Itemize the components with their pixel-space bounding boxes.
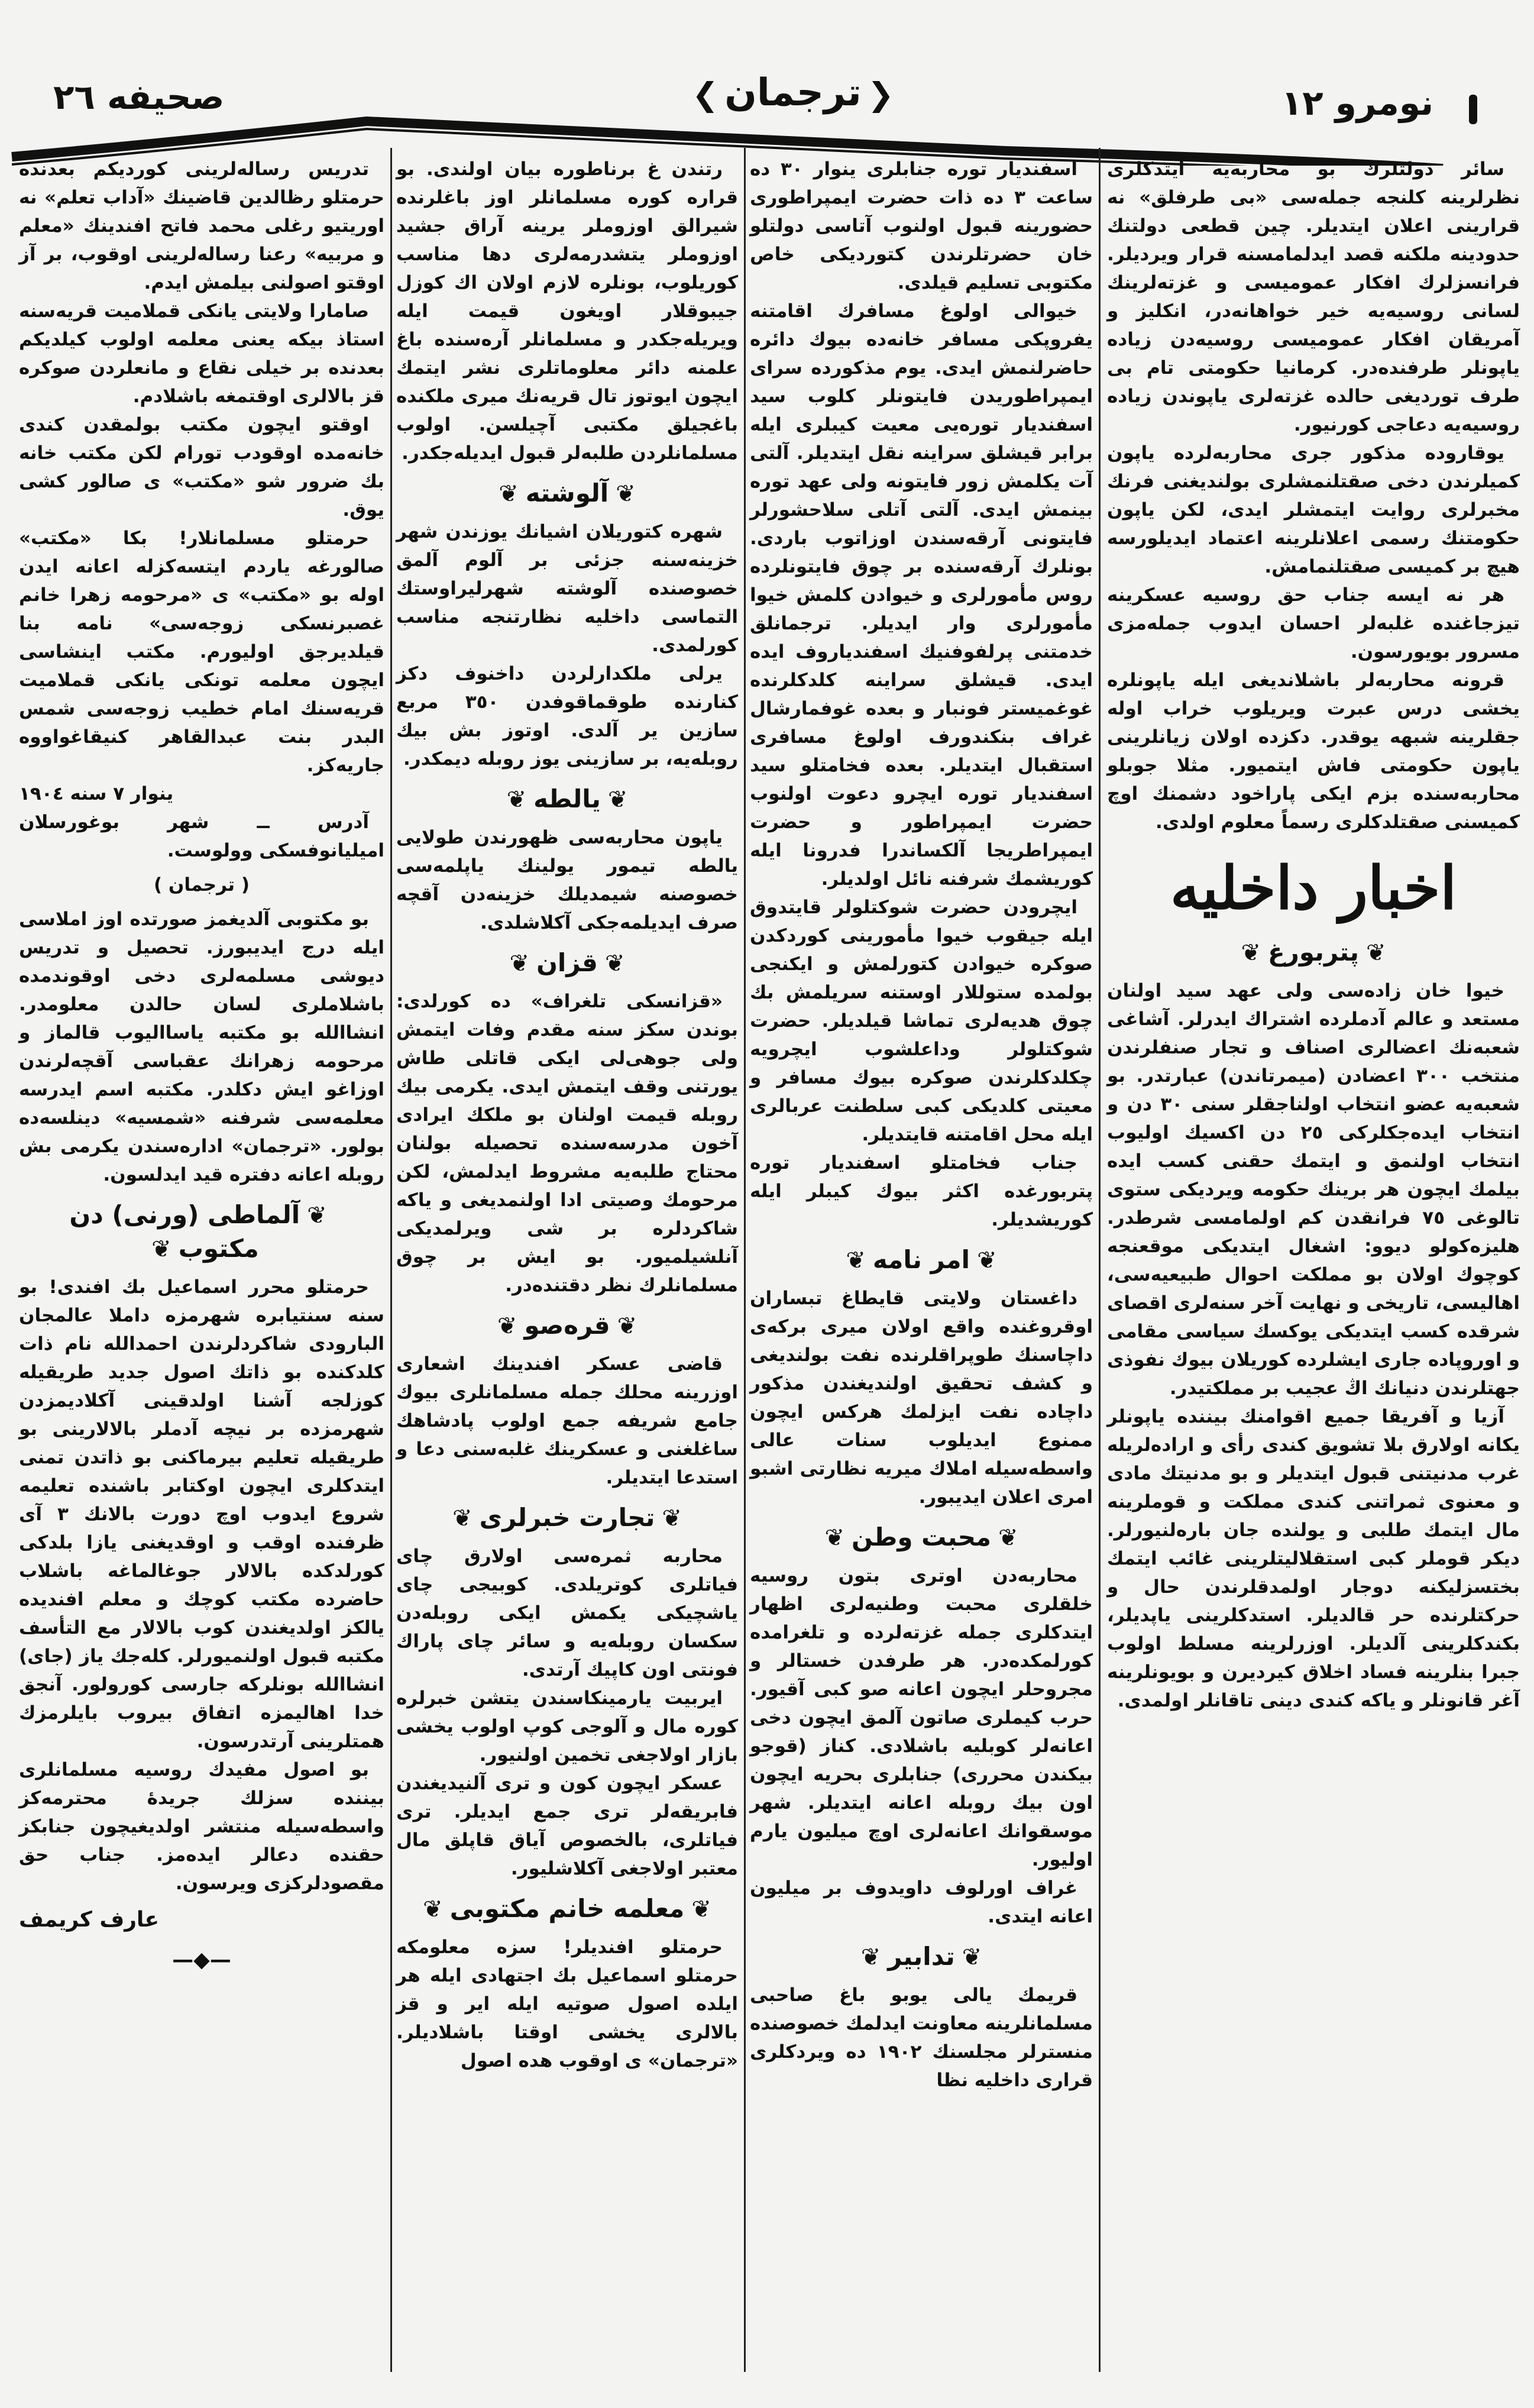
ornament-icon: ❦ [307, 1202, 327, 1229]
ornament-icon: ❦ [506, 786, 527, 813]
heading-text: تجارت خبرلری [479, 1503, 655, 1532]
heading-text: پتربورغ [1267, 938, 1359, 967]
paragraph: حرمتلو مسلمانلار! بكا «مكتب» صالورغه یاردم ایتسه‌كزله اعانه ایدن اوله بو «مكتب» ی «مرحومه زهرا خانم غصبرنسكی زوجه‌سی» نامه بنا قیلدیرجق اولیورم. مكتب اینشاسی ایچون معلمه تونكی یانكی قملامیت قریه‌سنك امام خطیب زوجه‌سی شمس البدر بنت عبدالقاهر كنیقاغواووه جاریه‌كز. [19, 528, 384, 776]
newspaper-title: ترجمان [724, 71, 862, 115]
issue-number: نومرو ١٢ [1281, 83, 1433, 123]
section-heading [750, 1243, 1093, 1277]
paragraph: قرونه محاربه‌لر باشلاندیغی ایله یاپونلره یخشی درس عبرت ویریلوب خراب اوله جقلرینه شبهه یوقدر. دكزده اولان زیانلرینی یاپون حكومتی فاش ایتمیور. مثلا جوبلو محاربه‌سنده بزم ایكی پاراخود دشمنك اوچ كمیسنی صقتلدكلری رسماً معلوم اولدی. [1107, 670, 1520, 833]
paragraph: حرمتلو محرر اسماعیل بك افندی! بو سنه سنتیابره شهرمزه داملا عالمجان البارودی شاكردلرندن احمدالله نام ذات كلدكنده بو ذاتك اصول جدید طریقیله كوزلجه آشنا اولدقینی آكلادیمزدن شهرمزده بر نیچه آدملر بالالارینی بو طریقیله تعلیم بیرماكنی بو ذاتدن تمنی ایتدكلری ایچون اوكتابر باشنده تعلیمه شروع ایدوب اوچ دورت بالانك ٣ آی ظرفنده اوقب و اوقدیغنی یازا بلدكی كورلدكده بالالار جوغالماغه باشلاب حاضرده مكتب كوچك و معلم افندیده یالكز اولدیغندن كوب بالالار مع التأسف مكتبه قبول اولنمیورلر. كله‌جك یاز (جای) انشاالله بونلركه جارسی كورولور. آنجق خدا اهالیمزه اتفاق بیروب بایلرمزك همتلرینی آرتدرسون. [19, 1276, 384, 1752]
margin-mark [1469, 95, 1477, 124]
signature: عارف كریمف [19, 1908, 160, 1932]
paragraph: صامارا ولایتی یانكی قملامیت قریه‌سنه استاذ بیكه یعنی معلمه اولوب كیلدیكم بعدنده بر خیلی نقاع و مانعلردن صوكره قز بالالری اوقتمغه باشلادم. [19, 300, 384, 407]
ornament-icon: ❦ [452, 1505, 473, 1532]
ornament-icon: ❦ [860, 1944, 881, 1971]
heading-text: قره‌صو [524, 1311, 610, 1340]
heading-text: قزان [536, 948, 598, 977]
column-rule [744, 148, 746, 2372]
paragraph: «قزانسكی تلغراف» ده كورلدی: بوندن سكز سنه مقدم وفات ایتمش ولی جوهی‌لی ایكی قاتلی طاش یورتنی وقف ایتمش ایدی. یكرمی بیك روبله قیمت اولنان بو ملكك ایرادی آخون مدرسه‌سنده تحصیله بولنان محتاج طلبه‌یه مشروط ایدلمش، لكن مرحومك وصیتی ادا اولنمدیغی و یاكه شاكردلره بر شی ویرلمدیكی آنلشیلمیور. بو ایش بر چوق مسلمانلرك نظر دقتنده‌در. [396, 991, 738, 1296]
ornament-icon: ❦ [499, 480, 519, 508]
section-title: اخبار داخلیه [1170, 853, 1457, 923]
heading-text: معلمه خانم مكتوبی [449, 1894, 685, 1923]
paragraph: محاربه ثمره‌سی اولارق چای فیاتلری كوتریلدی. كوبیجی چای یاشچیكی یكمش ایكی روبله‌دن سكسان روبله‌یه و سائر چای پاراك فونتی اون كاپیك آرتدی. [396, 1546, 738, 1680]
section-heading [396, 477, 738, 510]
column-2 [750, 155, 1093, 2095]
heading-text: یالطه [533, 784, 601, 813]
section-heading [750, 1521, 1093, 1554]
paragraph: جناب فخامتلو اسفندیار توره پتربورغده اكثر بیوك كیبلر ایله كوریشدیلر. [750, 1152, 1093, 1230]
paragraph: خیوالی اولوغ مسافرك اقامتنه یفروپكی مسافر خانه‌ده بیوك دائره حاضرلنمش ایدی. یوم مذكورده سرای ایمپراطوریدن فایتونلر كلوب سید اسفندیار توره‌یی معیت كیبلری ایله برابر قیشلق سراینه نقل ایتدیلر. آلتی آت یكلمش زور فایتونه ولی عهد توره بینمش ایدی. آلتی آتلی سلاحشورلر فایتونی آرقه‌سندن اوزاتوب باردی. بونلرك آرقه‌سنده بر چوق فایتونلرده روس مأمورلری و خیوادن كلمش خیوا مأمورلری وار ایدیلر. ترجمانلق خدمتنی پرلفوفنیك اسفندیاروف ایده ایدی. قیشلق سراینه كلدكلرنده غوغمیستر فونبار و بعده غوفمارشال غراف بنكندورف اولوغ مسافری استقبال ایتدیلر. بعده فخامتلو سید اسفندیار توره ایچرو دعوت اولنوب حضرت ایمپراطور و حضرت ایمپراطریجا آلكساندرا فدرونا ایله كوریشمك شرفنه نائل اولدیلر. [750, 300, 1093, 890]
column-3 [396, 155, 738, 2075]
ornament-icon: ❦ [962, 1944, 982, 1971]
paragraph: یوقاروده مذكور جری محاربه‌لرده یاپون كمیلرندن دخی صقتلنمشلری بولندیغنی فرنك مخبرلری روایت ایتمشلر ایدی، لكن یاپون حكومتنك رسمی اعلانلرینه اعتماد ایدیلورسه هیچ بر كمیسی صقتلنمامش. [1107, 442, 1520, 577]
section-heading [1107, 936, 1520, 969]
paragraph: شهره كتوریلان اشیانك یوزندن شهر خزینه‌سنه جزئی بر آلوم آلمق خصوصنده آلوشته شهرلیراوستك التماسی داخلیه نظارتنجه مناسب كورلمدی. [396, 521, 738, 656]
column-1 [1107, 155, 1520, 1715]
paragraph: خیوا خان زاده‌سی ولی عهد سید اولنان مستعد و عالم آدملرده اشتراك ایدرلر. آشاغی شعبه‌نك اعضالری اصناف و تجار صنفلرندن منتخب ٣٠٠ اعضادن (میمرتاندن) عبارتدر. بو شعبه‌یه عضو انتخاب اولناجقلر سنی ٣٠ دن و انتخاب ایده‌جكلركی ٢٥ دن اكسیك اولیوب انتخاب اولنمق و ایتمك حقنی كسب ایده بیلمك ایچون هر برینك حكومه ویردیكی ستوی تالوغی ٧٥ فرانقدن كم اولمامسی شرطدر. هلیزه‌كولو دیوو: اشغال ایتدیكی موقعنجه كوچوك اولان بو مملكت احوال طبیعیه‌سی، اهالیسی، تاریخی و نهایت آخر سنه‌لری اقصای شرقده كسب ایتدیكی یوكسك سیاسی مقامی و اوروپاده جاری ایشلرده كوریلان بیوك نفوذی جهتلرندن دنیانك اڭ عجیب بر مملكتیدر. [1107, 980, 1520, 1399]
paragraph: غراف اورلوف داویدوف بر میلیون اعانه ایتدی. [750, 1877, 1093, 1927]
heading-text: آلوشته [525, 479, 609, 508]
paragraph: بو اصول مفیدك روسیه مسلمانلری بیننده سزلك جریدهٔ محترمه‌كز واسطه‌سیله منتشر اولدیغیچون جنابكز حقنده دعالر ایده‌مز. جناب حق مقصودلركزی ویرسون. [19, 1759, 384, 1894]
dateline: ینوار ٧ سنه ١٩٠٤ [19, 783, 174, 804]
page-number: صحیفه ٢٦ [53, 77, 225, 117]
ornament-icon: ❯ [692, 76, 719, 113]
ornament-icon: ❦ [1241, 939, 1261, 967]
paragraph: رتندن غ برناطوره بیان اولندی. بو قراره كوره مسلمانلر اوز باغلرنده شیرالق اوزوملر یرینه آراق جشید اوزوملر یتشدرمه‌لری دها مناسب كوریلوب، بونلره لازم اولان اك كوزل جیبوقلار اویغون قیمت ایله ویریله‌جكدر و مسلمانلر آره‌سنده باغ علمنه دائر معلوماتلری نشر ایتمك ایچون ایوتوز تال قریه‌نك میری ملكنده باغجیلق مكتبی آچیلسن. اولوب مسلمانلردن طلبه‌لر قبول ایدیله‌جكدر. [396, 159, 738, 464]
paragraph: محاربه‌دن اوتری بتون روسیه خلقلری محبت وطنیه‌لری اظهار ایتدكلری جمله غزته‌لرده و تلغرامده كورلمكده‌در. هر طرفدن خستالر و مجروحلر ایچون اعانه صو كبی آقیور. حرب كیملری صاتون آلمق ایچون دخی اعانه‌لر كوبلیه باشلادی. كناز (قوجو بیكندن محرری) جنابلری بحریه ایچون اون بیك روبله اعانه ایتدیلر. شهر موسقوانك اعانه‌لری اوچ میلیون یارم اولیور. [750, 1565, 1093, 1870]
column-4 [19, 155, 384, 1974]
paragraph: حرمتلو افندیلر! سزه معلومكه حرمتلو اسماعیل بك اجتهادی ایله هر ایلده اصول صوتیه ایله ایر و قز بالالری یخشی اوقتا باشلادیلر. «ترجمان» ی اوقوب هده اصول [396, 1937, 738, 2071]
ornament-icon: ❦ [1366, 939, 1386, 967]
section-heading [19, 1198, 384, 1266]
heading-text: آلماطی (ورنی) دن مكتوب [69, 1200, 300, 1263]
paragraph: هر نه ایسه جناب حق روسیه عسكرینه تیزجاغنده غلبه‌لر احسان ایدوب جمله‌مزی مسرور بویورسون. [1107, 584, 1520, 662]
ornament-icon: ❦ [604, 950, 625, 977]
ornament-icon: ❦ [824, 1524, 845, 1552]
paragraph: یاپون محاربه‌سی ظهورندن طولایی یالطه تیمور یولینك یاپلمه‌سی خصوصنه شیمدیلك خزینه‌دن آقچه صرف ایدیلمه‌جكی آكلاشلدی. [396, 827, 738, 933]
ornament-icon: ❦ [607, 786, 628, 813]
paragraph: آزیا و آفریقا جمیع اقوامنك بیننده یاپونلر یكانه اولارق بلا تشویق كندی رأی و اراده‌لریله غرب مدنیتنی قبول ایتدیلر و بو مدنیتك مادی و معنوی ثمراتنی كندی مملكت و قوملرینه مال ایتمك طلبی و یولنده جان باره‌لنیورلر. دیكر قوملر كبی استقلالیتلرینی غائب ایتمك بختسزلیكنه دوجار اولمدقلرندن حال و حركتلرنده حر قالدیلر. استدكلرینی یاپدیلر، بكندكلرینی آلدیلر. اوزرلرینه مسلط اولوب جبرا بنلرینه فساد اخلاق كیردیرن و بویونلرینه آغر قانونلر و یاكه كندی دینی تاقانلر اولمدی. [1107, 1406, 1520, 1711]
ornament-icon: ❦ [998, 1524, 1018, 1552]
ornament-icon: ❦ [691, 1896, 711, 1923]
ornament-icon: ❦ [151, 1236, 171, 1263]
paragraph: اوقتو ایچون مكتب بولمقدن كندی خانه‌مده اوقودب تورام لكن مكتب خانه بك ضرور شو «مكتب» ی صالور كشی یوق. [19, 414, 384, 521]
section-heading [396, 946, 738, 980]
paragraph: آدرس ــ شهر بوغورسلان امیلیانوفسكی وولوست. [19, 812, 384, 861]
ornament-icon: ❦ [846, 1247, 866, 1274]
ornament-icon: ❦ [616, 480, 636, 508]
heading-text: محبت وطن [852, 1523, 991, 1552]
paragraph: قریمك یالی یوبو باغ صاحبی مسلمانلرینه معاونت ایدلمك خصوصنده منسترلر مجلسنك ١٩٠٢ ده ویردكلری قراری داخلیه نظا [750, 1984, 1093, 2091]
paragraph: ایچرودن حضرت شوكتلولر قایتدوق ایله جیقوب خیوا مأمورینی كوردكدن صوكره خیوادن كتورلمش و ایكنجی بولمده ستوللار اوستنه سریلمش بك چوق هدیه‌لری تماشا قیلدیلر. حضرت شوكتلولر وداعلشوب ایچرویه چكلدكلرندن صوكره بیوك مسافر و معیتی كلدیكی كبی سلطنت عربالری ایله محل اقامتنه قایتدیلر. [750, 897, 1093, 1145]
section-heading [396, 1309, 738, 1343]
ornament-icon: ❦ [423, 1896, 443, 1923]
paragraph: اسفندیار توره جنابلری ینوار ٣٠ ده ساعت ٣ ده ذات حضرت ایمپراطوری حضورینه قبول اولنوب آتاسی دولتلو خان حضرتلرندن كتوردیكی خاص مكتوبی تسلیم قیلدی. [750, 159, 1093, 293]
paragraph: تدریس رساله‌لرینی كوردیكم بعدنده حرمتلو رظالدین قاضینك «آداب تعلم» نه اوریتیو رغلی محمد فاتح افندینك «معلم و مربیه» رعنا رساله‌لرینی اوقوب، بر آز اوقتو اصولنی بیلمش ایدم. [19, 159, 384, 293]
section-heading [396, 1892, 738, 1926]
ornament-icon: ❦ [662, 1505, 682, 1532]
heading-text: تدابیر [888, 1942, 955, 1971]
ornament-icon: ❦ [617, 1313, 637, 1340]
ornament-icon: ❦ [509, 950, 530, 977]
paragraph: ایربیت یارمینكاسندن یتشن خبرلره كوره مال و آلوجی كوپ اولوب یخشی بازار اولاجغی تخمین اولنیور. [396, 1688, 738, 1766]
paragraph: سائر دولتلرك بو محاربه‌یه ایتدكلری نظرلرینه كلنجه جمله‌سی «بی طرفلق» نه قرارینی اعلان ایتدیلر. چین قطعی دولتنك حدودینه ملكنه قصد ایدلمامسنه قرار ویردیلر. فرانسزلرك افكار عمومیسی و غزته‌لرینك لسانی روسیه‌یه خیر خواهانه‌در، انكلیز و آمریقان افكار عمومیسی روسیه‌دن زیاده یاپونلر طرفنده‌در. كرمانیا حكومتی تام بی طرف توردیغی حالده غزته‌لری یاپوندن زیاده روسیه‌یه دعاجی كورنیور. [1107, 159, 1520, 435]
paragraph: داغستان ولایتی قایطاغ تبساران اوقروغنده واقع اولان میری بركه‌ی داچاسنك طوپراقلرنده نفت بولندیغی و كشف تحقیق اولندیغندن مذكور داچاده نفت ایزلمك هركس ایچون ممنوع ایدیلوب سنات عالی واسطه‌سیله املاك میریه نظارتی اشبو امری اعلان ایدیبور. [750, 1288, 1093, 1508]
heading-text: امر نامه [872, 1245, 970, 1274]
ornament-icon: ❮ [867, 76, 895, 113]
section-heading [396, 783, 738, 816]
column-rule [1099, 148, 1101, 2372]
column-rule [390, 148, 392, 2372]
ornament-icon: ❦ [497, 1313, 517, 1340]
editor-note: ( ترجمان ) [153, 874, 250, 896]
paragraph: عسكر ایچون كون و تری آلنیدیغندن فابریقه‌لر تری جمع ایدیلر. تری فیاتلری، بالخصوص آیاق قاپلق مال معتبر اولاجغی آكلاشلیور. [396, 1773, 738, 1879]
end-ornament-icon: —◆— [172, 1948, 231, 1972]
section-heading [396, 1501, 738, 1535]
ornament-icon: ❦ [977, 1247, 997, 1274]
section-heading [750, 1940, 1093, 1974]
paragraph: یرلی ملكدارلردن داخنوف دكز كنارنده طوقماقوفدن ٣٥٠ مربع سازین یر آلدی. اوتوز بش بیك روبله‌یه، بر سازینی یوز روبله دیمكدر. [396, 663, 738, 770]
paragraph: قاضی عسكر افندینك اشعاری اوزرینه محلك جمله مسلمانلری بیوك جامع شریفه جمع اولوب پادشاهك ساغلغنی و عسكرینك غلبه‌سنی دعا و استدعا ایتدیلر. [396, 1353, 738, 1488]
paragraph: بو مكتوبی آلدیغمز صورتده اوز املاسی ایله درج ایدیبورز. تحصیل و تدریس دیوشی مسلمه‌لری دخی اوقوندمده باشلاملری لسان حالدن معلومدر. انشاالله بو مكتبه یاساالیوب قالماز و مرحومه زهرانك عقباسی آقچه‌لرندن اوزاغو ایش دكلدر. مكتبه اسم ایدرسه معلمه‌سی شرفنه «شمسیه» دینلسه‌ده بولور. «ترجمان» اداره‌سندن یكرمی بش روبله اعانه دفتره قید ایدلسون. [19, 909, 384, 1185]
